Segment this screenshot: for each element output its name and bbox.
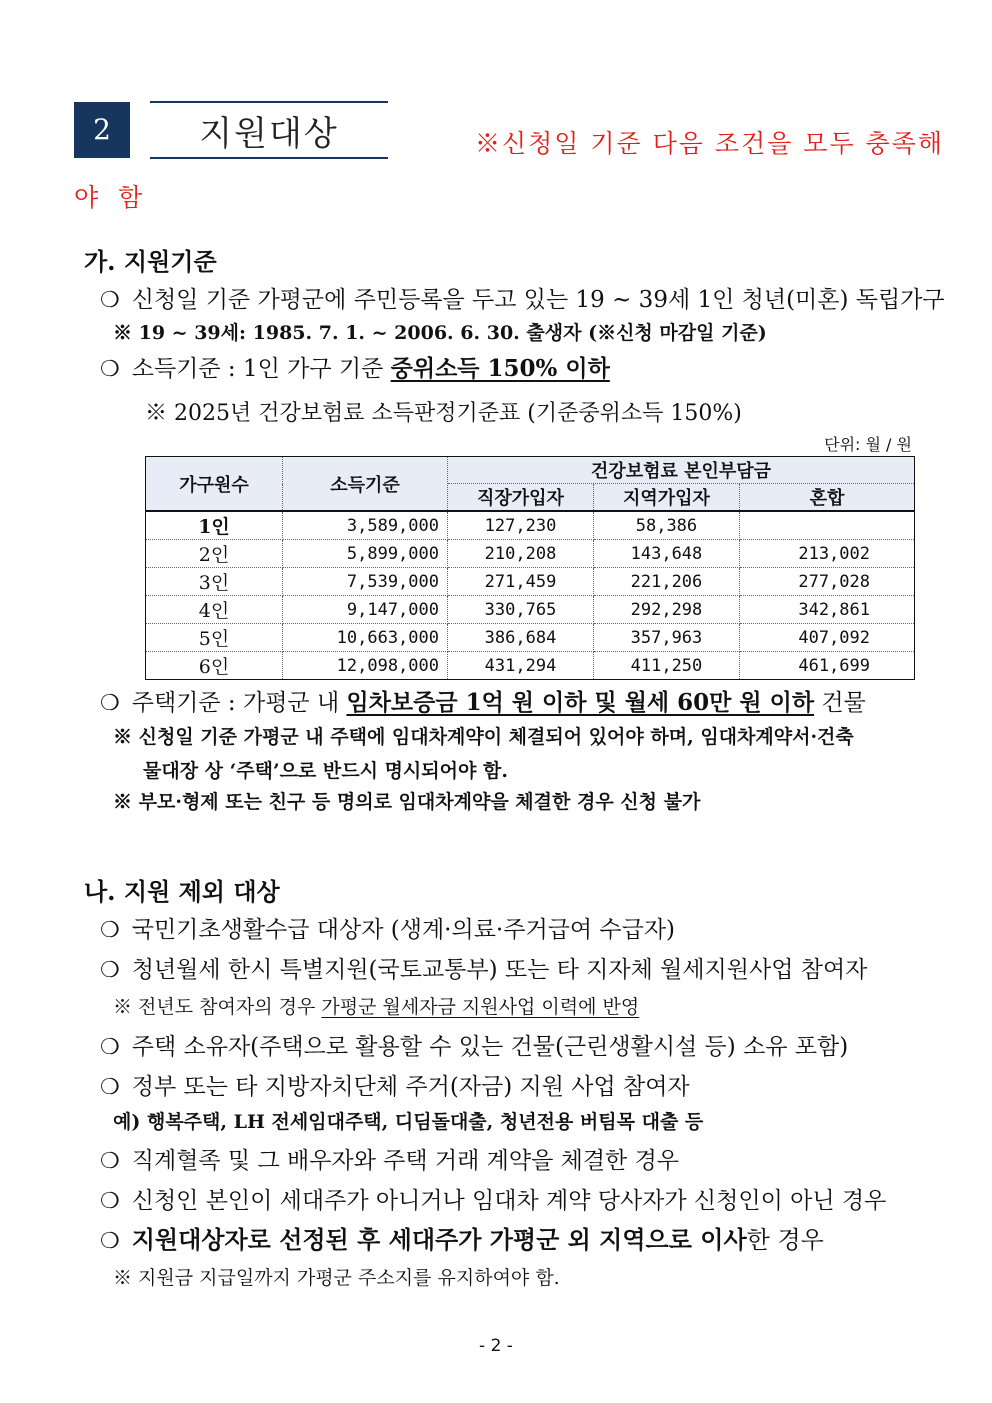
cell-mixed: 342,861: [739, 596, 914, 624]
cell-employee: 386,684: [448, 624, 594, 652]
col-income: 소득기준: [283, 457, 448, 512]
exclusion-not-householder: [100, 1182, 886, 1215]
note-emphasis: 가평군 월세자금 지원사업 이력에 반영: [321, 996, 640, 1018]
exclusion-text: 주택 소유자(주택으로 활용할 수 있는 건물(근린생활시설 등) 소유 포함): [131, 1034, 849, 1060]
bullet-icon: ❍: [100, 918, 120, 943]
cell-regional: 143,648: [593, 540, 739, 568]
title-bottom-rule: [150, 157, 388, 159]
cell-regional: 292,298: [593, 596, 739, 624]
note-text: ※ 전년도 참여자의 경우: [113, 996, 322, 1018]
note-examples: 예) 행복주택, LH 전세임대주택, 디딤돌대출, 청년전용 버팀목 대출 등: [113, 1111, 704, 1133]
bullet-icon: ❍: [100, 357, 120, 382]
cell-employee: 210,208: [448, 540, 594, 568]
exclusion-homeowner: [100, 1028, 848, 1061]
note-lease-contract-2: 물대장 상 ‘주택’으로 반드시 명시되어야 함.: [143, 760, 508, 782]
cell-mixed: 407,092: [739, 624, 914, 652]
bullet-icon: ❍: [100, 691, 120, 716]
cell-mixed: 213,002: [739, 540, 914, 568]
cell-household: 3인: [146, 568, 283, 596]
cell-mixed: 277,028: [739, 568, 914, 596]
exclusion-basic-livelihood: [100, 911, 675, 944]
cell-household: 1인: [146, 511, 283, 540]
col-regional: 지역가입자: [593, 484, 739, 512]
cell-household: 2인: [146, 540, 283, 568]
table-row: [146, 624, 915, 652]
heading-exclusions: 나. 지원 제외 대상: [84, 877, 280, 906]
criteria-housing-text: 주택기준 : 가평군 내: [131, 690, 347, 716]
cell-employee: 127,230: [448, 511, 594, 540]
bullet-icon: ❍: [100, 1229, 120, 1254]
bullet-icon: ❍: [100, 958, 120, 983]
table-row: [146, 511, 915, 540]
cell-regional: 357,963: [593, 624, 739, 652]
criteria-housing-suffix: 건물: [814, 690, 866, 716]
cell-regional: 221,206: [593, 568, 739, 596]
criteria-residency: [100, 281, 945, 314]
bullet-icon: ❍: [100, 1035, 120, 1060]
cell-regional: 58,386: [593, 511, 739, 540]
criteria-income-text: 소득기준 : 1인 가구 기준: [131, 356, 391, 382]
exclusion-text: 청년월세 한시 특별지원(국토교통부) 또는 타 지자체 월세지원사업 참여자: [131, 957, 868, 983]
exclusion-text: 정부 또는 타 지방자치단체 주거(자금) 지원 사업 참여자: [131, 1074, 690, 1100]
bullet-icon: ❍: [100, 1189, 120, 1214]
note-lease-contract-1: ※ 신청일 기준 가평군 내 주택에 임대차계약이 체결되어 있어야 하며, 임대차계약서·건축: [113, 726, 854, 748]
table-row: [146, 568, 915, 596]
heading-support-criteria: 가. 지원기준: [84, 247, 217, 276]
col-mixed: 혼합: [739, 484, 914, 512]
bullet-icon: ❍: [100, 288, 120, 313]
table-caption: ※ 2025년 건강보험료 소득판정기준표 (기준중위소득 150%): [145, 401, 742, 426]
exclusion-text: 신청인 본인이 세대주가 아니거나 임대차 계약 당사자가 신청인이 아닌 경우: [131, 1188, 887, 1214]
cell-household: 4인: [146, 596, 283, 624]
table-unit: 단위: 월 / 원: [824, 435, 912, 454]
exclusion-emphasis: 지원대상자로 선정된 후 세대주가 가평군 외 지역으로 이사: [131, 1225, 747, 1254]
section-title: 지원대상: [199, 114, 339, 154]
cell-income: 5,899,000: [283, 540, 448, 568]
note-previous-participants: [113, 992, 639, 1019]
eligibility-notice-line2: 야 함: [74, 183, 149, 212]
note-maintain-address: ※ 지원금 지급일까지 가평군 주소지를 유지하여야 함.: [113, 1267, 560, 1289]
cell-employee: 330,765: [448, 596, 594, 624]
bullet-icon: ❍: [100, 1075, 120, 1100]
col-insurance-group: 건강보험료 본인부담금: [448, 457, 915, 484]
note-age-range: ※ 19 ~ 39세: 1985. 7. 1. ~ 2006. 6. 30. 출생자 (※신청 마감일 기준): [113, 322, 767, 344]
cell-income: 7,539,000: [283, 568, 448, 596]
table-row: [146, 540, 915, 568]
cell-income: 12,098,000: [283, 652, 448, 680]
cell-mixed: 461,699: [739, 652, 914, 680]
exclusion-rent-support: [100, 951, 867, 984]
criteria-residency-text: 신청일 기준 가평군에 주민등록을 두고 있는 19 ~ 39세 1인 청년(미혼) 독립가구: [131, 287, 945, 313]
col-employee: 직장가입자: [448, 484, 594, 512]
bullet-icon: ❍: [100, 1149, 120, 1174]
cell-mixed: [739, 511, 914, 540]
cell-regional: 411,250: [593, 652, 739, 680]
section-number: 2: [74, 102, 130, 158]
cell-household: 6인: [146, 652, 283, 680]
exclusion-text: 직계혈족 및 그 배우자와 주택 거래 계약을 체결한 경우: [131, 1148, 680, 1174]
note-family-lease: ※ 부모·형제 또는 친구 등 명의로 임대차계약을 체결한 경우 신청 불가: [113, 791, 701, 813]
cell-income: 3,589,000: [283, 511, 448, 540]
cell-income: 9,147,000: [283, 596, 448, 624]
table-row: [146, 652, 915, 680]
criteria-housing-emphasis: 임차보증금 1억 원 이하 및 월세 60만 원 이하: [346, 689, 815, 716]
cell-employee: 431,294: [448, 652, 594, 680]
criteria-income: [100, 350, 610, 383]
table-row: [146, 596, 915, 624]
exclusion-moved-out: [100, 1220, 824, 1255]
col-household: 가구원수: [146, 457, 283, 512]
exclusion-text: 한 경우: [746, 1226, 824, 1254]
criteria-income-emphasis: 중위소득 150% 이하: [390, 355, 610, 382]
cell-income: 10,663,000: [283, 624, 448, 652]
criteria-housing: [100, 684, 866, 717]
eligibility-notice-line1: ※신청일 기준 다음 조건을 모두 충족해: [475, 129, 944, 158]
page-number: - 2 -: [479, 1336, 513, 1356]
exclusion-family-contract: [100, 1142, 679, 1175]
title-top-rule: [150, 101, 388, 103]
exclusion-government-housing: [100, 1068, 690, 1101]
cell-employee: 271,459: [448, 568, 594, 596]
income-criteria-table: [145, 456, 915, 680]
exclusion-text: 국민기초생활수급 대상자 (생계·의료·주거급여 수급자): [131, 917, 676, 943]
cell-household: 5인: [146, 624, 283, 652]
